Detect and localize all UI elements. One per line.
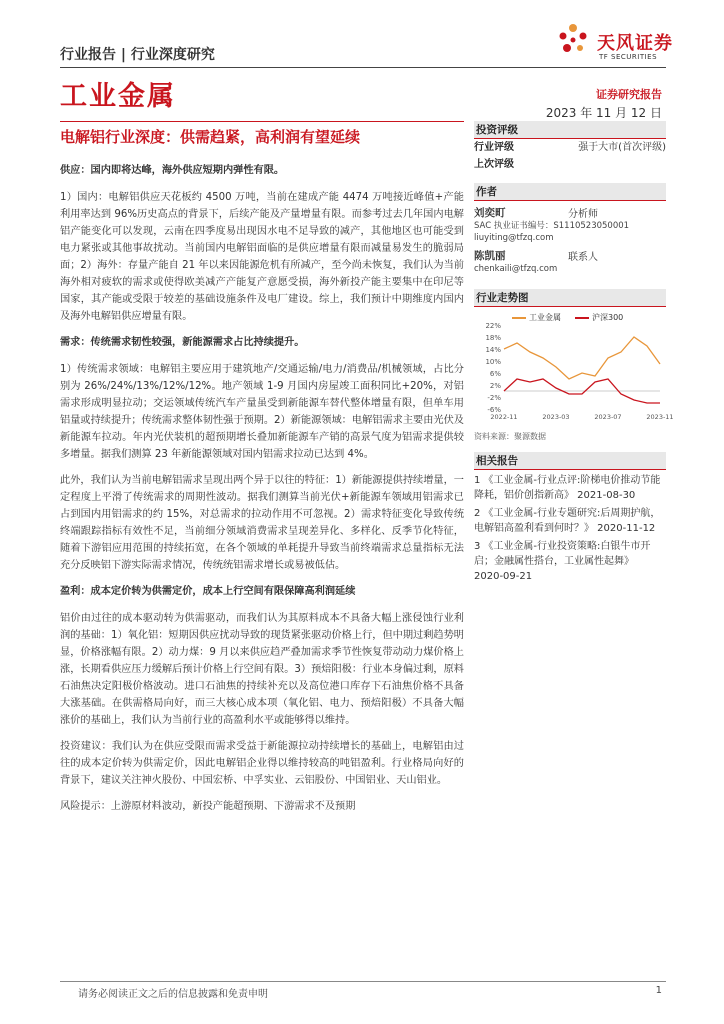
rating-label: 行业评级 <box>474 142 514 153</box>
report-title: 电解铝行业深度：供需趋紧，高利润有望延续 <box>60 128 361 146</box>
footer-disclaimer: 请务必阅读正文之后的信息披露和免责申明 <box>78 989 268 1000</box>
related-report-item[interactable] <box>474 473 666 503</box>
related-text: 《工业金属-行业投资策略:白银牛市开启；金融属性搭台，工业属性起舞》 2020-09-21 <box>474 541 651 582</box>
related-num: 3 <box>474 541 481 552</box>
section-profit-heading: 盈利：成本定价转为供需定价，成本上行空间有限保障高利润延续 <box>60 586 356 597</box>
y-tick-label: 22% <box>485 322 501 330</box>
legend-label-industry: 工业金属 <box>529 313 561 322</box>
analyst-role: 分析师 <box>568 209 598 220</box>
x-tick-label: 2023-11 <box>646 413 674 421</box>
x-tick-label: 2023-07 <box>594 413 622 421</box>
y-tick-label: 6% <box>489 370 501 378</box>
y-tick-label: 10% <box>485 358 501 366</box>
related-text: 《工业金属-行业专题研究:后周期护航，电解铝高盈利看到何时？》 2020-11-12 <box>474 508 661 534</box>
rating-heading: 投资评级 <box>474 121 666 139</box>
analyst-1 <box>474 205 666 244</box>
prev-rating-label: 上次评级 <box>474 159 514 170</box>
legend-item-index <box>575 312 623 323</box>
section-demand-text-2: 此外，我们认为当前电解铝需求呈现出两个异于以往的特征：1）新能源提供持续增量，一定程度上平滑了传统需求的周期性波动。据我们测算当前光伏+新能源车领域用铝需求已占到国内用铝需求的约 15%，对总需求的拉动作用不可忽视。2）需求特征变化导致传统终端跟踪指标有效性不足，当前细分领域消费需求呈现差异化、多样化、反季节化特征，随着下游铝应用范围的持续拓宽，在各个领域的单耗提升导致当前终端需求总量指标无法充分反映铝下游实际需求情况，传统统铝需求增长或易被低估。 <box>60 475 464 571</box>
legend-label-index: 沪深300 <box>592 313 624 322</box>
authors-heading: 作者 <box>474 183 666 201</box>
analyst-2 <box>474 248 666 275</box>
report-body <box>60 162 464 824</box>
footer-divider <box>60 981 666 982</box>
chart-legend <box>512 312 623 323</box>
logo-mark-icon <box>553 20 593 60</box>
section-profit-text: 铝价由过往的成本驱动转为供需驱动，而我们认为其原料成本不具备大幅上涨侵蚀行业利润的基础：1）氧化铝：短期因供应扰动导致的现货紧张驱动价格上行，但中期过剩趋势明显，价格涨幅有限。2）动力煤：9 月以来供应趋严叠加需求季节性恢复带动动力煤价格上涨，长期看供应压力缓解后预计价格上行空间有限。3）预焙阳极：行业本身偏过剩，原料石油焦决定阳极价格波动。进口石油焦的持续补充以及高位港口库存下石油焦价格不具备大涨基础。在供需格局向好，而三大核心成本项（氧化铝、电力、预焙阳极）不具备大幅涨价的基础上，我们认为当前行业的高盈利水平或能够得以维持。 <box>60 613 464 726</box>
section-supply-heading: 供应：国内即将达峰，海外供应短期内弹性有限。 <box>60 165 285 176</box>
page-number: 1 <box>655 985 662 996</box>
prev-rating-row <box>474 156 666 173</box>
related-num: 2 <box>474 508 481 519</box>
analyst-email[interactable]: liuyiting@tfzq.com <box>474 233 554 243</box>
analyst-name: 刘奕町 <box>474 207 506 219</box>
contact-email[interactable]: chenkaili@tfzq.com <box>474 264 558 274</box>
sidebar <box>474 121 674 587</box>
related-report-item[interactable] <box>474 506 666 536</box>
y-tick-label: -2% <box>487 394 501 402</box>
y-tick-label: 14% <box>485 346 501 354</box>
analyst-cert: SAC 执业证书编号：S1110523050001 <box>474 221 630 231</box>
section-investment-advice: 投资建议：我们认为在供应受限而需求受益于新能源拉动持续增长的基础上，电解铝由过往的成本定价转为供需定价，因此电解铝企业得以维持较高的吨铝盈利。行业格局向好的背景下，建议关注神火股份、中国宏桥、中孚实业、云铝股份、中国铝业、天山铝业。 <box>60 741 464 786</box>
trend-heading: 行业走势图 <box>474 289 666 307</box>
contact-name: 陈凯丽 <box>474 250 506 262</box>
series-line-industry <box>504 337 660 379</box>
rating-row <box>474 139 666 156</box>
section-risk-warning: 风险提示：上游原材料波动，新投产能超预期、下游需求不及预期 <box>60 801 356 812</box>
contact-role: 联系人 <box>568 252 598 263</box>
related-reports <box>474 473 666 584</box>
x-tick-label: 2023-03 <box>542 413 570 421</box>
report-type: 证券研究报告 <box>596 88 662 101</box>
logo-name: 天风证券 <box>597 33 673 54</box>
legend-swatch-index <box>575 317 589 319</box>
logo-english: TF SECURITIES <box>599 53 658 61</box>
section-demand-heading: 需求：传统需求韧性较强，新能源需求占比持续提升。 <box>60 337 305 348</box>
section-demand-text-1: 1）传统需求领域：电解铝主要应用于建筑地产/交通运输/电力/消费品/机械领域，占比分别为 26%/24%/13%/12%/12%。地产领域 1-9 月国内房屋竣工面积同比+20%，对铝需求形成明显拉动；交运领域传统汽车产量虽受到新能源车替代整体增量有限，但单车用铝量或持续提升；传统需求整体韧性强于预期。2）新能源领域：电解铝需求主要由光伏及新能源车拉动。年内光伏装机的超预期增长叠加新能源车产销的高景气度为铝需求提供较多增量。据我们测算 23 年新能源领域对国内铝需求拉动已达到 4%。 <box>60 364 464 460</box>
report-date: 2023 年 11 月 12 日 <box>545 106 662 120</box>
trend-chart <box>474 309 674 427</box>
x-tick-label: 2022-11 <box>490 413 518 421</box>
related-text: 《工业金属-行业点评:阶梯电价推动节能降耗，铝价创指新高》 2021-08-30 <box>474 475 661 501</box>
company-logo <box>553 20 673 64</box>
y-tick-label: -6% <box>487 406 501 414</box>
y-tick-label: 18% <box>485 334 501 342</box>
industry-title: 工业金属 <box>60 81 176 112</box>
chart-source: 资料来源：聚源数据 <box>474 432 546 441</box>
report-category: 行业报告 | 行业深度研究 <box>60 47 215 63</box>
header-divider <box>60 67 666 68</box>
title-divider <box>60 121 464 122</box>
legend-swatch-industry <box>512 317 526 319</box>
legend-item-industry <box>512 312 561 323</box>
y-tick-label: 2% <box>489 382 501 390</box>
related-num: 1 <box>474 475 481 486</box>
related-heading: 相关报告 <box>474 452 666 470</box>
section-supply-text: 1）国内：电解铝供应天花板约 4500 万吨，当前在建成产能 4474 万吨接近峰值+产能利用率达到 96%历史高点的背景下，后续产能及产量增量有限。而参考过去几年国内电解铝产能变化可以发现，云南在四季度易出现因水电不足导致的减产，其他地区也可能受到电力紧张或其他事故扰动。当前国内电解铝面临的是供应增量有限而减量易发生的脆弱局面；2）海外：存量产能自 21 年以来因能源危机有所减产，至今尚未恢复，我们认为当前海外相对疲软的需求或使得欧美减产产能复产意愿受损，海外新投产能主要集中在印尼等国家，其产能或受限于较差的基础设施条件及电厂建设。综上，我们预计中期维度内国内及海外电解铝供应增量有限。 <box>60 192 464 322</box>
related-report-item[interactable] <box>474 539 666 584</box>
rating-value: 强于大市(首次评级) <box>578 142 666 153</box>
trend-chart-svg <box>474 309 674 427</box>
